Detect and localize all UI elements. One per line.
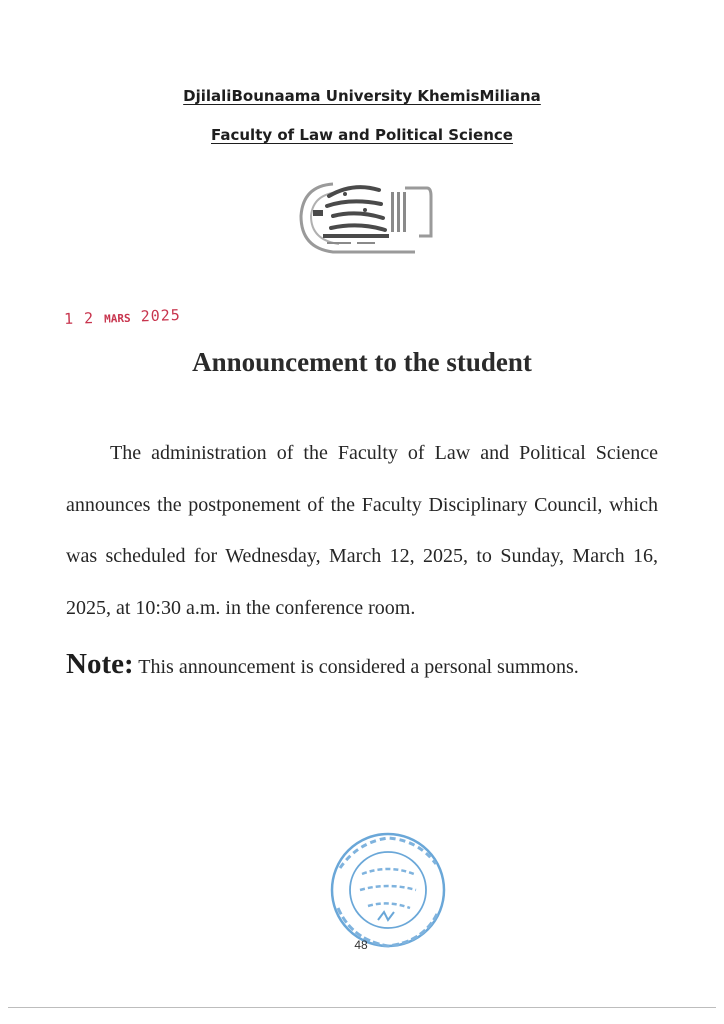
date-stamp-year: 2025 — [140, 305, 182, 326]
page-number: 48 — [354, 938, 368, 952]
date-stamp-day: 1 2 — [63, 308, 95, 329]
note-text: This announcement is considered a personal summons. — [138, 656, 579, 678]
note-label: Note: — [66, 648, 134, 680]
date-stamp-month: MARS — [103, 311, 131, 326]
official-seal-stamp — [318, 828, 458, 958]
date-stamp — [64, 306, 181, 328]
footer-divider — [8, 1007, 716, 1008]
faculty-name: Faculty of Law and Political Science — [211, 126, 513, 144]
university-name: DjilaliBounaama University KhemisMiliana — [183, 87, 541, 105]
note-line — [66, 648, 666, 681]
announcement-body: The administration of the Faculty of Law and Political Science announces the postponement of the Faculty Disciplinary Council, which was scheduled for Wednesday, March 12, 2025, to Sunday, March 16, 2025, at 10:30 a.m. in the conference room. — [66, 442, 658, 619]
announcement-title: Announcement to the student — [192, 347, 532, 377]
university-logo — [293, 176, 438, 258]
